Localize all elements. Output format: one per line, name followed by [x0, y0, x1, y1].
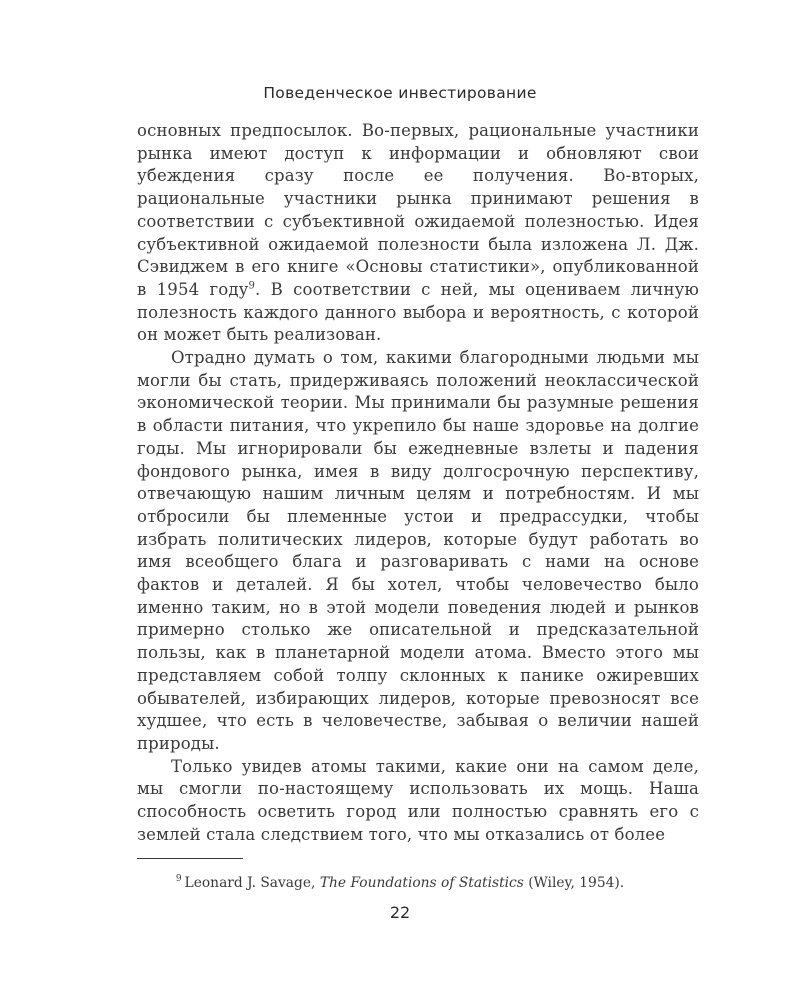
footnote-title: The Foundations of Statistics — [319, 875, 524, 891]
page-number: 22 — [389, 903, 411, 922]
footnote — [0, 875, 800, 891]
footnote-reference: 9 — [248, 280, 256, 292]
footnote-publisher: (Wiley, 1954). — [528, 875, 625, 891]
paragraph-2: Отрадно думать о том, какими благородными людьми мы могли бы стать, придерживаясь положений неоклассической экономической теории. Мы принимали бы разумные решения в области питания, что укрепило бы наше здоровье на долгие годы. Мы игнорировали бы ежедневные взлеты и падения фондового рынка, имея в виду долгосрочную перспективу, отвечающую нашим личным целям и потребностям. И мы отбросили бы племенные устои и предрассудки, чтобы избрать политических лидеров, которые будут работать во имя всеобщего блага и разговаривать с нами на основе фактов и деталей. Я бы хотел, чтобы человечество было именно таким, но в этой модели поведения людей и рынков примерно столько же описательной и предсказательной пользы, как в планетарной модели атома. Вместо этого мы представляем собой толпу склонных к панике ожиревших обывателей, избирающих лидеров, которые превозносят все худшее, что есть в человечестве, забывая о величии нашей природы. — [137, 348, 699, 753]
paragraph-1 — [137, 120, 699, 347]
paragraph-1-text-a: основных предпосылок. Во-первых, рациональные участники рынка имеют доступ к информации и обновляют свои убеждения сразу после ее получения. Во-вторых, рациональные участники рынка принимают решения в соответствии с субъективной ожидаемой полезностью. Идея субъективной ожидаемой полезности была изложена Л. Дж. Сэвиджем в его книге «Основы статистики», опубликованной в 1954 году — [137, 121, 699, 299]
paragraph-1-text-b: . В соответствии с ней, мы оцениваем личную полезность каждого данного выбора и вероятность, с которой он может быть реализован. — [137, 279, 699, 345]
footnote-divider — [137, 858, 243, 859]
running-head: Поведенческое инвестирование — [263, 84, 537, 102]
paragraph-3: Только увидев атомы такими, какие они на самом деле, мы смогли по-настоящему использовать их мощь. Наша способность осветить город или полностью сравнять его с землей стала следствием того, что мы отказались от более — [137, 756, 699, 844]
footnote-mark: 9 — [175, 874, 182, 885]
footnote-author: Leonard J. Savage, — [184, 875, 316, 891]
main-text — [137, 120, 699, 847]
